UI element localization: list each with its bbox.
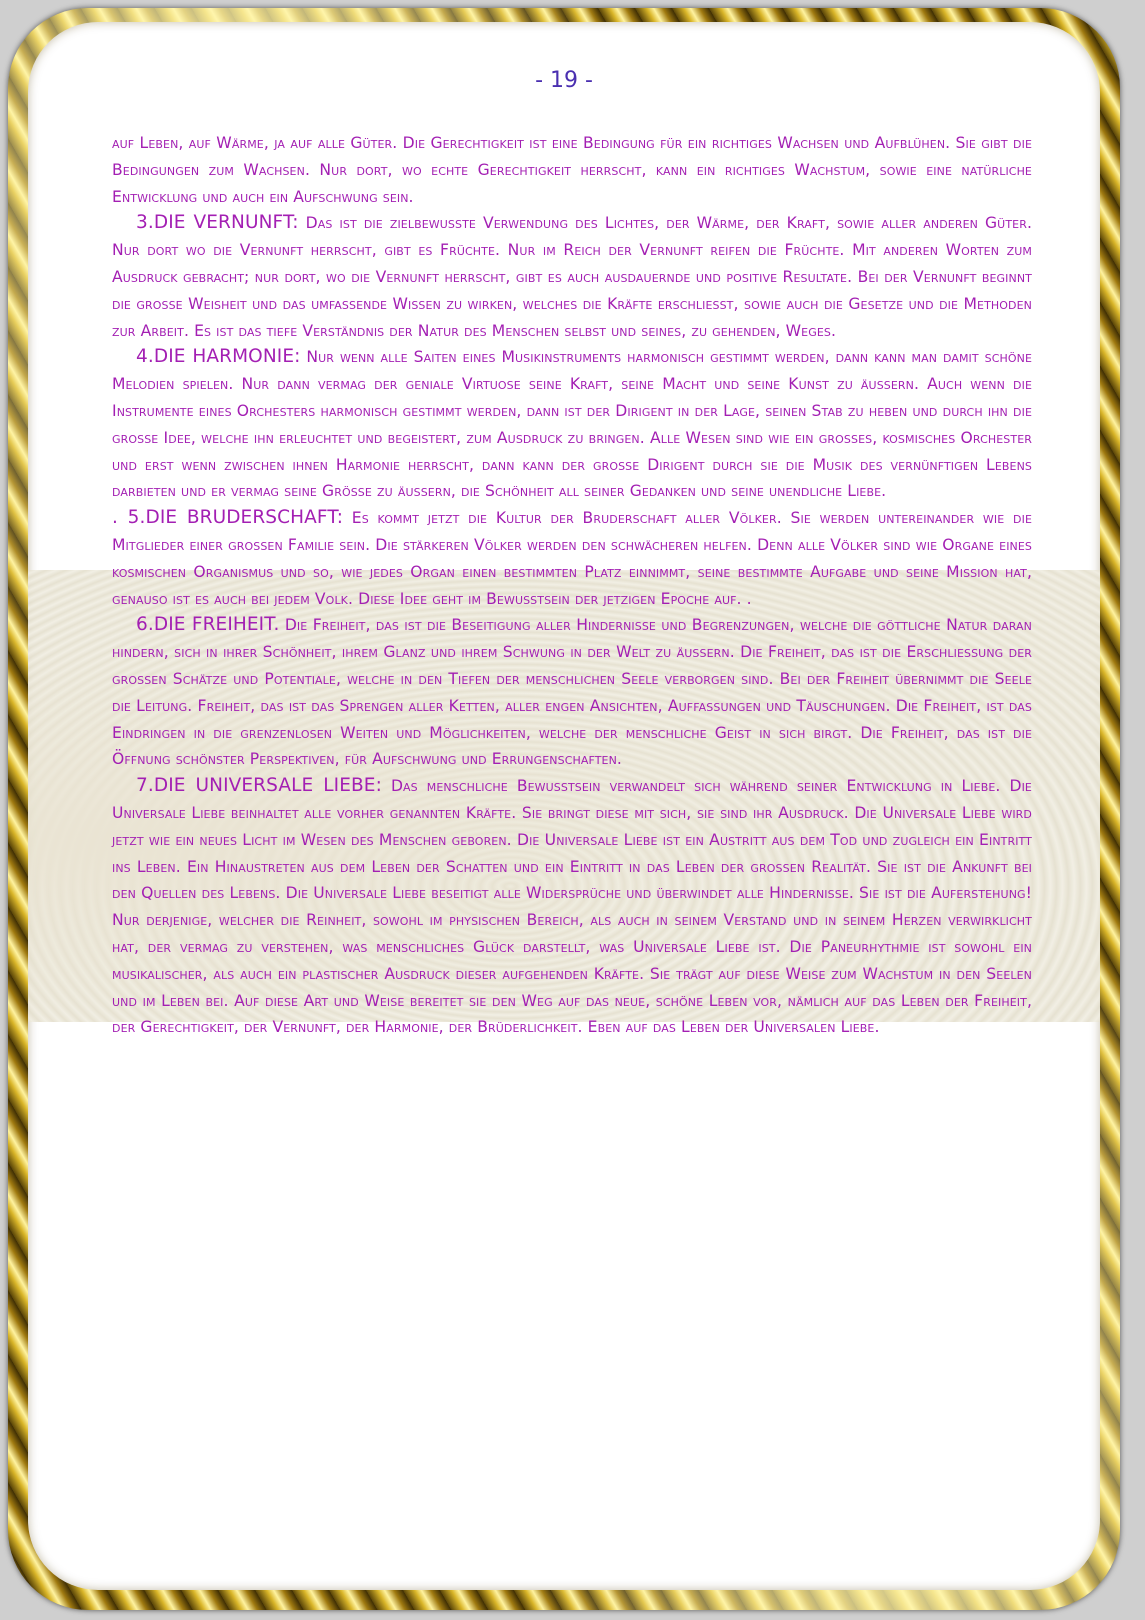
paragraph-text: Die Freiheit, das ist die Beseitigung aller Hindernisse und Begrenzungen, welche die göttliche Natur daran hindern, sich in ihrer Schönheit, ihrem Glanz und ihrem Schwung in der Welt zu äussern. Die Freiheit, das ist die Erschliessung der grossen Schätze und Potentiale, welche in den Tiefen der menschlichen Seele verborgen sind. Bei der Freiheit übernimmt die Seele die Leitung. Freiheit, das ist das Sprengen aller Ketten, aller engen Ansichten, Auffassungen und Täuschungen. Die Freiheit, ist das Eindringen in die grenzenlosen Weiten und Möglichkeiten, welche der menschliche Geist in sich birgt. Die Freiheit, das ist die Öffnung schönster Perspektiven, für Aufschwung und Errungenschaften. bbox=[112, 616, 1032, 769]
paragraph-text: auf Leben, auf Wärme, ja auf alle Güter. Die Gerechtigkeit ist eine Bedingung für ein richtiges Wachsen und Aufblühen. Sie gibt die Bedingungen zum Wachsen. Nur dort, wo echte Gerechtigkeit herrscht, kann ein richtiges Wachstum, sowie eine natürliche Entwicklung und auch ein Aufschwung sein. bbox=[112, 134, 1032, 206]
heading-reason: 3.DIE VERNUNFT: bbox=[136, 212, 299, 234]
paragraph-text: Das menschliche Bewusstsein verwandelt sich während seiner Entwicklung in Liebe. Die Universale Liebe beinhaltet alle vorher genannten Kräfte. Sie bringt diese mit sich, sie sind ihr Ausdruck. Die Universale Liebe wird jetzt wie ein neues Licht im Wesen des Menschen geboren. Die Universale Liebe ist ein Austritt aus dem Tod und zugleich ein Eintritt ins Leben. Ein Hinaustreten aus dem Leben der Schatten und ein Eintritt in das Leben der grossen Realität. Sie ist die Ankunft bei den Quellen des Lebens. Die Universale Liebe beseitigt alle Widersprüche und überwindet alle Hindernisse. Sie ist die Auferstehung! Nur derjenige, welcher die Reinheit, sowohl im physischen Bereich, als auch in seinem Verstand und in seinem Herzen verwirklicht hat, der vermag zu verstehen, was menschliches Glück darstellt, was Universale Liebe ist. Die Paneurhythmie ist sowohl ein musikalischer, als auch ein plastischer Ausdruck dieser aufgehenden Kräfte. Sie trägt auf diese Weise zum Wachstum in den Seelen und im Leben bei. Auf diese Art und Weise bereitet sie den Weg auf das neue, schöne Leben vor, nämlich auf das Leben der Freiheit, der Gerechtigkeit, der Vernunft, der Harmonie, der Brüderlichkeit. Eben auf das Leben der Universalen Liebe. bbox=[112, 777, 1033, 1037]
heading-freedom: 6.DIE FREIHEIT. bbox=[136, 614, 280, 636]
paragraph-freedom bbox=[112, 612, 1032, 773]
paragraph-text: Es kommt jetzt die Kultur der Bruderschaft aller Völker. Sie werden untereinander wie die Mitglieder einer grossen Familie sein. Die stärkeren Völker werden den schwächeren helfen. Denn alle Völker sind wie Organe eines kosmischen Organismus und so, wie jedes Organ einen bestimmten Platz einnimmt, seine bestimmte Aufgabe und seine Mission hat, genauso ist es auch bei jedem Volk. Diese Idee geht im Bewusstsein der jetzigen Epoche auf. . bbox=[112, 509, 1032, 608]
paragraph-harmony bbox=[112, 344, 1032, 505]
heading-harmony: 4.DIE HARMONIE: bbox=[136, 346, 301, 368]
paragraph-text: Das ist die zielbewusste Verwendung des Lichtes, der Wärme, der Kraft, sowie aller anderen Güter. Nur dort wo die Vernunft herrscht, gibt es Früchte. Nur im Reich der Vernunft reifen die Früchte. Mit anderen Worten zum Ausdruck gebracht; nur dort, wo die Vernunft herrscht, gibt es auch ausdauernde und positive Resultate. Bei der Vernunft beginnt die grosse Weisheit und das umfassende Wissen zu wirken, welches die Kräfte erschliesst, sowie auch die Gesetze und die Methoden zur Arbeit. Es ist das tiefe Verständnis der Natur des Menschen selbst und seines, zu gehenden, Weges. bbox=[112, 214, 1032, 340]
paragraph-brotherhood bbox=[112, 505, 1032, 612]
paragraph-text: Nur wenn alle Saiten eines Musikinstruments harmonisch gestimmt werden, dann kann man damit schöne Melodien spielen. Nur dann vermag der geniale Virtuose seine Kraft, seine Macht und seine Kunst zu äussern. Auch wenn die Instrumente eines Orchesters harmonisch gestimmt werden, dann ist der Dirigent in der Lage, seinen Stab zu heben und durch ihn die grosse Idee, welche ihn erleuchtet und begeistert, zum Ausdruck zu bringen. Alle Wesen sind wie ein grosses, kosmisches Orchester und erst wenn zwischen ihnen Harmonie herrscht, dann kann der grosse Dirigent durch sie die Musik des vernünftigen Lebens darbieten und er vermag seine Grösse zu äussern, die Schönheit all seiner Gedanken und seine unendliche Liebe. bbox=[112, 348, 1032, 501]
page-sheet bbox=[28, 22, 1100, 1590]
paragraph-reason bbox=[112, 210, 1032, 344]
body-text bbox=[112, 130, 1032, 1041]
page-number: - 19 - bbox=[535, 68, 593, 93]
paragraph-universal-love bbox=[112, 773, 1032, 1041]
heading-universal-love: 7.DIE UNIVERSALE LIEBE: bbox=[136, 775, 382, 797]
paragraph-justice-continued bbox=[112, 130, 1032, 210]
heading-brotherhood: . 5.DIE BRUDERSCHAFT: bbox=[112, 507, 344, 529]
